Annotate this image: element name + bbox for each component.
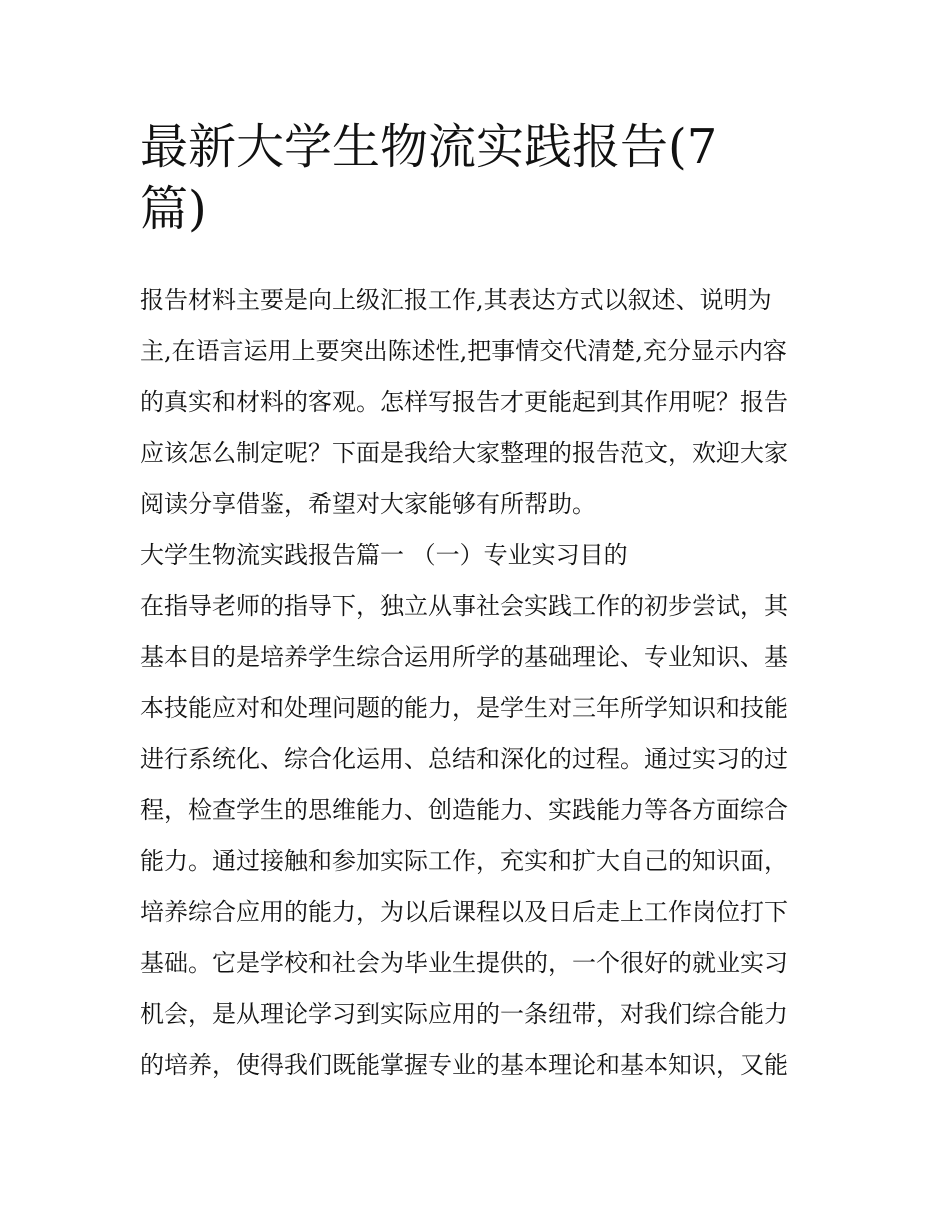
body-line: 的培养，使得我们既能掌握专业的基本理论和基本知识，又能 <box>140 1051 788 1079</box>
body-line: 能力。通过接触和参加实际工作，充实和扩大自己的知识面， <box>140 847 788 875</box>
body-line: 基本目的是培养学生综合运用所学的基础理论、专业知识、基 <box>140 643 788 671</box>
title-line-1: 最新大学生物流实践报告(7 <box>140 119 718 175</box>
body-line: 本技能应对和处理问题的能力，是学生对三年所学知识和技能 <box>140 694 788 722</box>
page-title <box>140 116 800 240</box>
body-line: 程，检查学生的思维能力、创造能力、实践能力等各方面综合 <box>140 796 788 824</box>
title-line-2: 篇) <box>140 181 207 237</box>
body-line: 机会，是从理论学习到实际应用的一条纽带，对我们综合能力 <box>140 1000 788 1028</box>
body-line: 进行系统化、综合化运用、总结和深化的过程。通过实习的过 <box>140 745 788 773</box>
intro-line: 阅读分享借鉴，希望对大家能够有所帮助。 <box>140 490 596 518</box>
intro-line: 主,在语言运用上要突出陈述性,把事情交代清楚,充分显示内容 <box>140 337 787 365</box>
intro-line: 的真实和材料的客观。怎样写报告才更能起到其作用呢？报告 <box>140 388 788 416</box>
intro-line: 报告材料主要是向上级汇报工作,其表达方式以叙述、说明为 <box>140 286 772 314</box>
body-line: 在指导老师的指导下，独立从事社会实践工作的初步尝试，其 <box>140 592 788 620</box>
body-line: 培养综合应用的能力，为以后课程以及日后走上工作岗位打下 <box>140 898 788 926</box>
intro-line: 应该怎么制定呢？下面是我给大家整理的报告范文，欢迎大家 <box>140 439 788 467</box>
body-line: 基础。它是学校和社会为毕业生提供的，一个很好的就业实习 <box>140 949 788 977</box>
section-heading: 大学生物流实践报告篇一 （一）专业实习目的 <box>140 541 628 569</box>
